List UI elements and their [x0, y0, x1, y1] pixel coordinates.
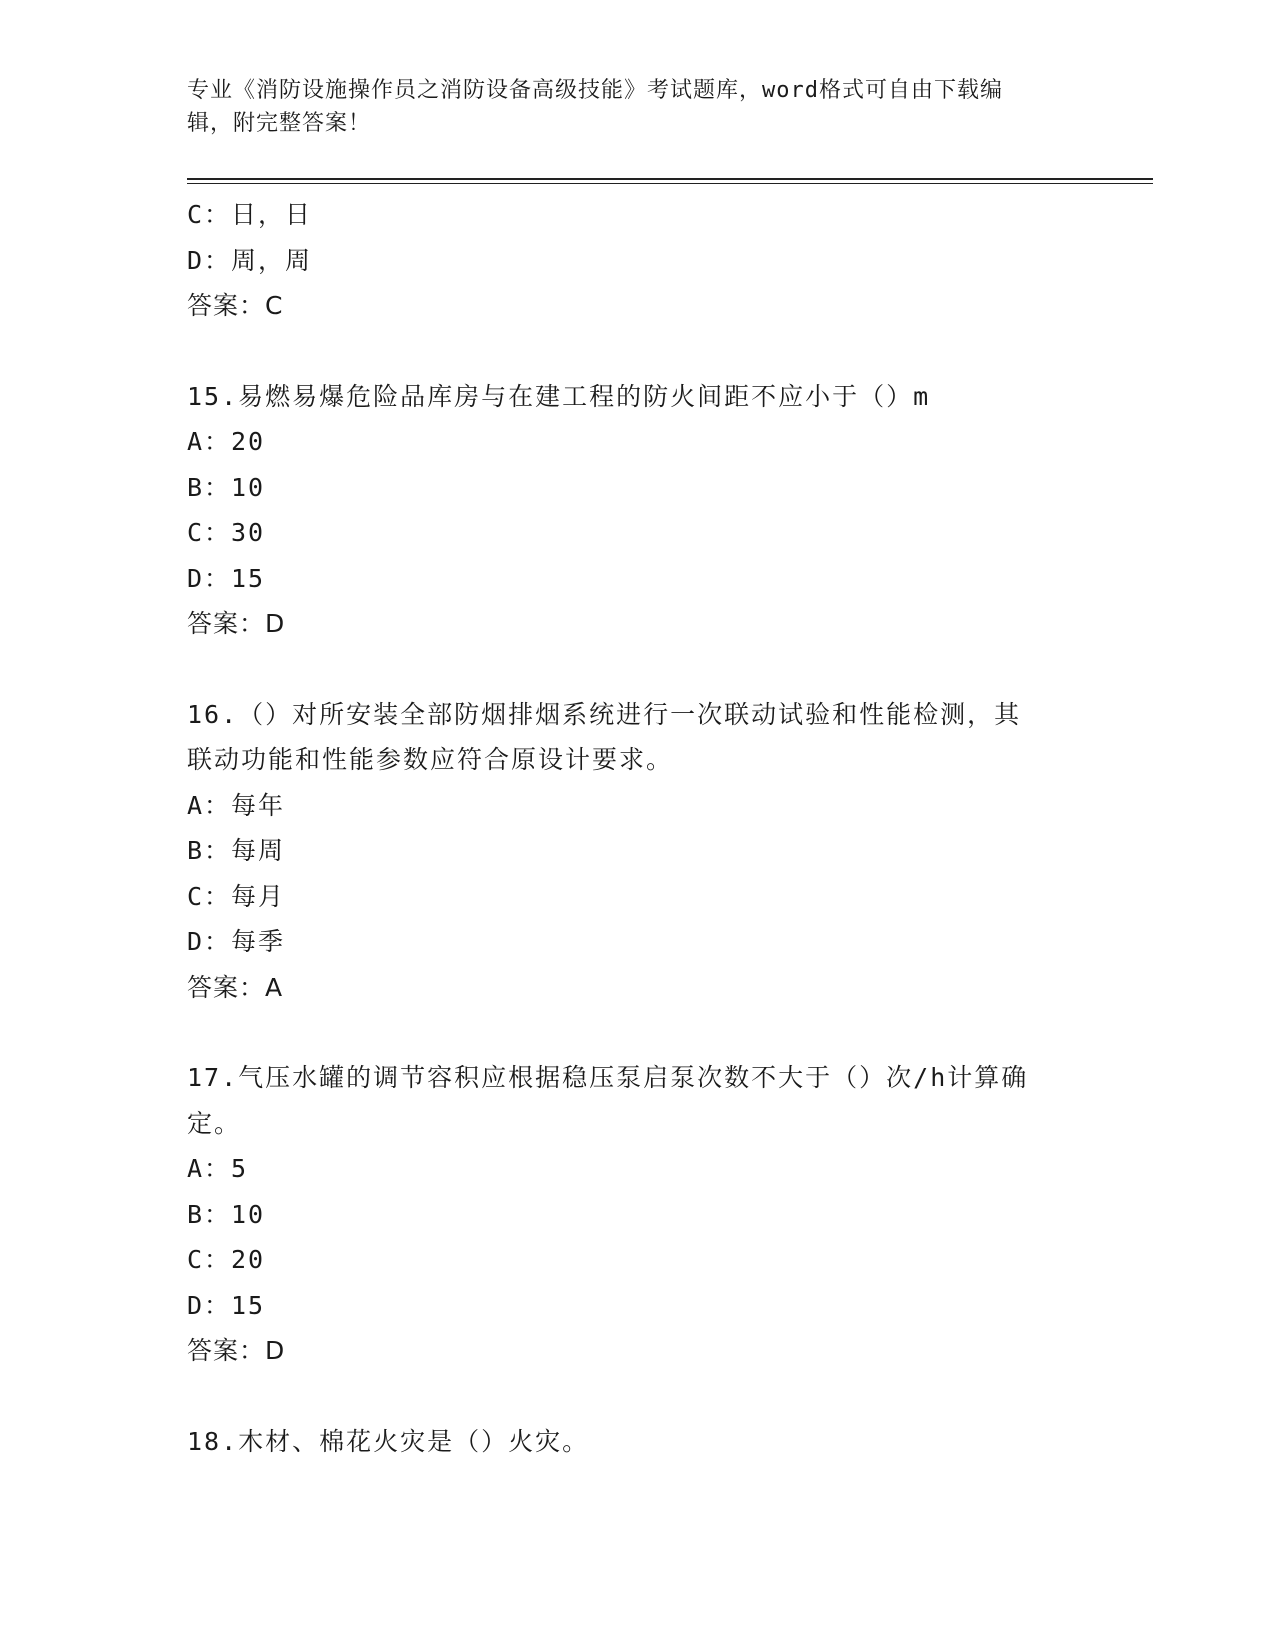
- option-line: [187, 1192, 1087, 1238]
- option-line: [187, 1237, 1087, 1283]
- option-label: A：: [187, 790, 232, 820]
- option-text: 30: [231, 518, 266, 547]
- option-text: 20: [231, 1245, 266, 1274]
- question-block-15: [187, 374, 1087, 647]
- option-line: [187, 1283, 1087, 1329]
- option-text: 每月: [231, 881, 286, 911]
- question-text: 联动功能和性能参数应符合原设计要求。: [187, 745, 674, 774]
- option-line: [187, 874, 1087, 920]
- question-block-18: [187, 1419, 1087, 1465]
- question-text: 15.易燃易爆危险品库房与在建工程的防火间距不应小于（）m: [187, 381, 931, 411]
- option-text: 5: [231, 1154, 249, 1183]
- option-label: B：: [187, 836, 232, 865]
- option-label: D：: [187, 927, 232, 956]
- option-text: 20: [231, 427, 266, 456]
- option-label: D：: [187, 245, 232, 275]
- option-line: [187, 510, 1087, 556]
- option-label: A：: [187, 427, 232, 456]
- spacer: [187, 329, 1087, 374]
- option-line: [187, 192, 1087, 238]
- option-line: [187, 419, 1087, 465]
- spacer: [187, 1374, 1087, 1419]
- option-label: C：: [187, 1245, 232, 1274]
- option-text: 10: [231, 472, 266, 502]
- answer-line: 答案：D: [187, 609, 286, 638]
- question-list: [187, 192, 1087, 1464]
- option-text: 每周: [231, 836, 286, 865]
- option-label: C：: [187, 518, 232, 547]
- option-text: 每季: [231, 927, 286, 956]
- question-block-14: [187, 192, 1087, 329]
- option-label: D：: [187, 1290, 232, 1320]
- answer-line: 答案：A: [187, 972, 284, 1002]
- option-line: [187, 783, 1087, 829]
- option-text: 周，周: [231, 245, 313, 275]
- option-line: [187, 1146, 1087, 1192]
- option-line: [187, 828, 1087, 874]
- answer-line: 答案：C: [187, 291, 284, 320]
- spacer: [187, 647, 1087, 692]
- option-label: C：: [187, 200, 232, 229]
- question-text: 18.木材、棉花火灾是（）火灾。: [187, 1426, 590, 1456]
- option-text: 15: [231, 563, 266, 593]
- option-line: [187, 919, 1087, 965]
- option-label: B：: [187, 1199, 232, 1229]
- option-line: [187, 465, 1087, 511]
- question-text: 16.（）对所安装全部防烟排烟系统进行一次联动试验和性能检测，其: [187, 699, 1022, 729]
- option-text: 日，日: [231, 200, 313, 229]
- option-line: [187, 238, 1087, 284]
- header-rule-thick: [187, 178, 1153, 180]
- document-header: [187, 74, 1087, 140]
- header-line-1: 专业《消防设施操作员之消防设备高级技能》考试题库，word格式可自由下载编: [187, 78, 1003, 103]
- option-label: C：: [187, 881, 232, 911]
- question-text: 定。: [187, 1108, 242, 1138]
- question-block-16: [187, 692, 1087, 1011]
- option-text: 15: [231, 1290, 266, 1320]
- spacer: [187, 1010, 1087, 1055]
- option-label: D：: [187, 563, 232, 593]
- header-line-2: 辑，附完整答案！: [187, 111, 372, 136]
- header-rule-thin: [187, 183, 1153, 184]
- question-text: 17.气压水罐的调节容积应根据稳压泵启泵次数不大于（）次/h计算确: [187, 1063, 1029, 1092]
- question-block-17: [187, 1055, 1087, 1374]
- option-label: B：: [187, 472, 232, 502]
- option-label: A：: [187, 1154, 232, 1183]
- answer-line: 答案：D: [187, 1336, 286, 1365]
- option-text: 每年: [231, 790, 286, 820]
- option-line: [187, 556, 1087, 602]
- option-text: 10: [231, 1199, 266, 1229]
